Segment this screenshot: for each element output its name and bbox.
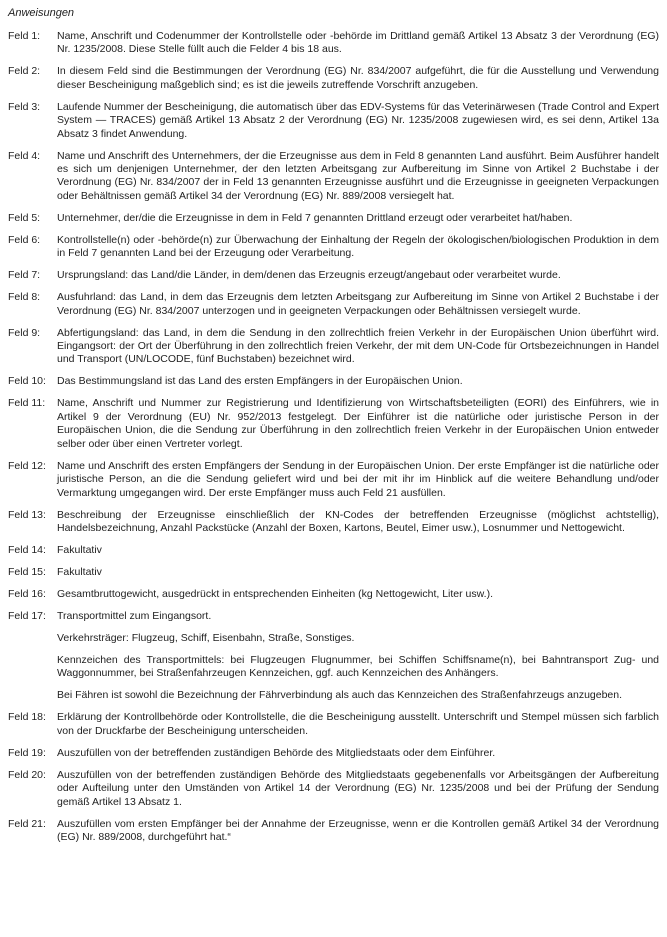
field-paragraph: Beschreibung der Erzeugnisse einschließlich der KN-Codes der betreffenden Erzeugnisse (möglichst achtstellig), Handelsbezeichnung, Anzahl Packstücke (Anzahl der Boxen, Kartons, Beutel, Eimer usw.), Losnummer und Nettogewicht. [57, 508, 659, 534]
field-text [57, 509, 659, 536]
field-label: Feld 3: [8, 100, 41, 113]
field-label: Feld 19: [8, 746, 46, 759]
field-entry [8, 711, 659, 738]
field-list [8, 30, 659, 844]
field-entry [8, 150, 659, 204]
field-paragraph: Name, Anschrift und Nummer zur Registrierung und Identifizierung von Wirtschaftsbeteiligten (EORI) des Einführers, wie in Artikel 9 der Verordnung (EU) Nr. 952/2013 festgelegt. Der Einführer ist die natürliche oder juristische Person in der Europäischen Union, die die Sendung zur Überführung in den zollrechtlich freien Verkehr in der Europäischen Union entweder selber oder über einen Vertreter vorlegt. [57, 397, 659, 450]
field-entry [8, 269, 659, 282]
field-label: Feld 20: [8, 768, 46, 781]
field-text [57, 566, 659, 579]
field-text [57, 588, 659, 601]
field-label: Feld 5: [8, 211, 41, 224]
field-text [57, 818, 659, 845]
field-paragraph: Name und Anschrift des ersten Empfängers der Sendung in der Europäischen Union. Der erste Empfänger ist die natürliche oder juristische Person, an die die Sendung geliefert wird und bei der mit ihr im Hinblick auf die weitere Behandlung und/oder Vermarktung umgegangen wird. Der erste Empfänger muss auch Feld 21 ausfüllen. [57, 459, 659, 499]
field-entry [8, 291, 659, 318]
field-entry [8, 818, 659, 845]
field-text [57, 234, 659, 261]
field-entry [8, 544, 659, 557]
field-entry [8, 769, 659, 809]
field-paragraph: Fakultativ [57, 543, 102, 556]
field-paragraph: Verkehrsträger: Flugzeug, Schiff, Eisenbahn, Straße, Sonstiges. [57, 631, 355, 644]
field-entry [8, 101, 659, 141]
field-text [57, 65, 659, 92]
field-label: Feld 2: [8, 65, 41, 78]
field-label: Feld 1: [8, 30, 41, 42]
field-entry [8, 588, 659, 601]
field-paragraph: Ursprungsland: das Land/die Länder, in dem/denen das Erzeugnis erzeugt/angebaut oder verarbeitet wurde. [57, 269, 561, 282]
field-label: Feld 16: [8, 587, 46, 600]
field-label: Feld 9: [8, 326, 41, 339]
field-paragraph: Abfertigungsland: das Land, in dem die Sendung in den zollrechtlich freien Verkehr in der Europäischen Union überführt wird. Eingangsort: der Ort der Überführung in den zollrechtlich freien Verkehr, der mit dem UN-Code für Ortsbezeichnungen in Handel und Transport (UN/LOCODE, fünf Buchstaben) bezeichnet wird. [57, 326, 659, 366]
field-paragraph: Fakultativ [57, 565, 102, 578]
field-paragraph: Auszufüllen von der betreffenden zuständigen Behörde des Mitgliedstaats gegebenenfalls vor Arbeitsgängen der Aufbereitung oder Aufteilung unter den Umständen von Artikel 14 der Verordnung (EG) Nr. 1235/2008 und bei der Prüfung der Sendung gemäß Artikel 13 Absatz 1. [57, 768, 659, 808]
field-entry [8, 509, 659, 536]
field-text [57, 397, 659, 451]
field-text [57, 101, 659, 141]
field-paragraph: Auszufüllen vom ersten Empfänger bei der Annahme der Erzeugnisse, wenn er die Kontrollen gemäß Artikel 34 der Verordnung (EG) Nr. 889/2008, durchgeführt hat.“ [57, 817, 659, 843]
field-paragraph: Bei Fähren ist sowohl die Bezeichnung der Fährverbindung als auch das Kennzeichen des Straßenfahrzeugs anzugeben. [57, 689, 623, 702]
field-text [57, 544, 659, 557]
field-text [57, 30, 659, 57]
field-entry [8, 747, 659, 760]
field-label: Feld 4: [8, 149, 41, 162]
field-entry [8, 65, 659, 92]
field-entry [8, 234, 659, 261]
field-label: Feld 10: [8, 375, 46, 388]
field-text [57, 747, 659, 760]
field-text [57, 769, 659, 809]
field-entry [8, 460, 659, 500]
field-label: Feld 15: [8, 565, 46, 578]
field-label: Feld 11: [8, 397, 46, 410]
field-paragraph: Kontrollstelle(n) oder -behörde(n) zur Überwachung der Einhaltung der Regeln der ökologischen/biologischen Produktion in dem in Feld 7 genannten Land bei der Erzeugung oder Verarbeitung. [57, 233, 659, 260]
field-entry [8, 397, 659, 451]
field-paragraph: Name, Anschrift und Codenummer der Kontrollstelle oder -behörde im Drittland gemäß Artikel 13 Absatz 3 der Verordnung (EG) Nr. 1235/2008. Diese Stelle füllt auch die Felder 4 bis 18 aus. [57, 30, 659, 56]
field-label: Feld 12: [8, 459, 46, 472]
field-label: Feld 13: [8, 508, 46, 521]
field-entry [8, 212, 659, 225]
field-paragraph: Unternehmer, der/die die Erzeugnisse in dem in Feld 7 genannten Drittland erzeugt oder verarbeitet hat/haben. [57, 211, 573, 224]
field-text [57, 291, 659, 318]
field-text [57, 460, 659, 500]
field-label: Feld 21: [8, 817, 46, 830]
field-label: Feld 14: [8, 543, 46, 556]
field-entry [8, 30, 659, 57]
field-text [57, 269, 659, 282]
field-entry [8, 566, 659, 579]
field-paragraph: Gesamtbruttogewicht, ausgedrückt in entsprechenden Einheiten (kg Nettogewicht, Liter usw.). [57, 587, 493, 600]
field-text [57, 212, 659, 225]
field-paragraph: Auszufüllen von der betreffenden zuständigen Behörde des Mitgliedstaats oder dem Einführer. [57, 746, 496, 759]
field-paragraph: Laufende Nummer der Bescheinigung, die automatisch über das EDV-Systems für das Veterinärwesen (Trade Control and Expert System — TRACES) gemäß Artikel 13 Absatz 2 der Verordnung (EG) Nr. 1235/2008 zugewiesen wird, es sei denn, Artikel 13a Absatz 3 findet Anwendung. [57, 100, 659, 140]
field-paragraph: Kennzeichen des Transportmittels: bei Flugzeugen Flugnummer, bei Schiffen Schiffsname(n), bei Bahntransport Zug- und Waggonnummer, bei Straßenfahrzeugen Kennzeichen, ggf. auch Kennzeichen des Anhängers. [57, 653, 659, 680]
field-text [57, 375, 659, 388]
field-paragraph: Das Bestimmungsland ist das Land des ersten Empfängers in der Europäischen Union. [57, 375, 463, 388]
field-label: Feld 7: [8, 269, 41, 282]
field-paragraph: Ausfuhrland: das Land, in dem das Erzeugnis dem letzten Arbeitsgang zur Aufbereitung im Sinne von Artikel 2 Buchstabe i der Verordnung (EG) Nr. 834/2007 unterzogen und in geeigneten Verpackungen oder Behältnissen versiegelt wurde. [57, 291, 659, 317]
field-label: Feld 18: [8, 711, 46, 724]
field-paragraph: Transportmittel zum Eingangsort. [57, 609, 212, 622]
field-entry [8, 375, 659, 388]
page-title: Anweisungen [8, 7, 75, 19]
field-paragraph: Name und Anschrift des Unternehmers, der die Erzeugnisse aus dem in Feld 8 genannten Land ausführt. Beim Ausführer handelt es sich um denjenigen Unternehmer, der den letzten Arbeitsgang zur Aufbereitung im Sinne von Artikel 2 Buchstabe i der Verordnung (EG) Nr. 834/2007 der in Feld 13 genannten Erzeugnisse ausführt und die Erzeugnisse in geeigneten Verpackungen oder Behältnissen gemäß Artikel 34 der Verordnung (EG) Nr. 889/2008 versiegelt hat. [57, 149, 659, 202]
field-text [57, 327, 659, 367]
field-label: Feld 8: [8, 291, 41, 304]
field-text [57, 150, 659, 204]
field-text [57, 610, 659, 703]
field-entry [8, 610, 659, 703]
field-text [57, 711, 659, 738]
field-label: Feld 17: [8, 609, 46, 622]
field-entry [8, 327, 659, 367]
field-label: Feld 6: [8, 233, 41, 246]
field-paragraph: In diesem Feld sind die Bestimmungen der Verordnung (EG) Nr. 834/2007 aufgeführt, die für die Ausstellung und Verwendung dieser Bescheinigung maßgeblich sind; es ist die jeweils zutreffende Vorschrift anzugeben. [57, 65, 659, 91]
field-paragraph: Erklärung der Kontrollbehörde oder Kontrollstelle, die die Bescheinigung ausstellt. Unterschrift und Stempel müssen sich farblich von der Druckfarbe der Bescheinigung unterscheiden. [57, 711, 659, 737]
